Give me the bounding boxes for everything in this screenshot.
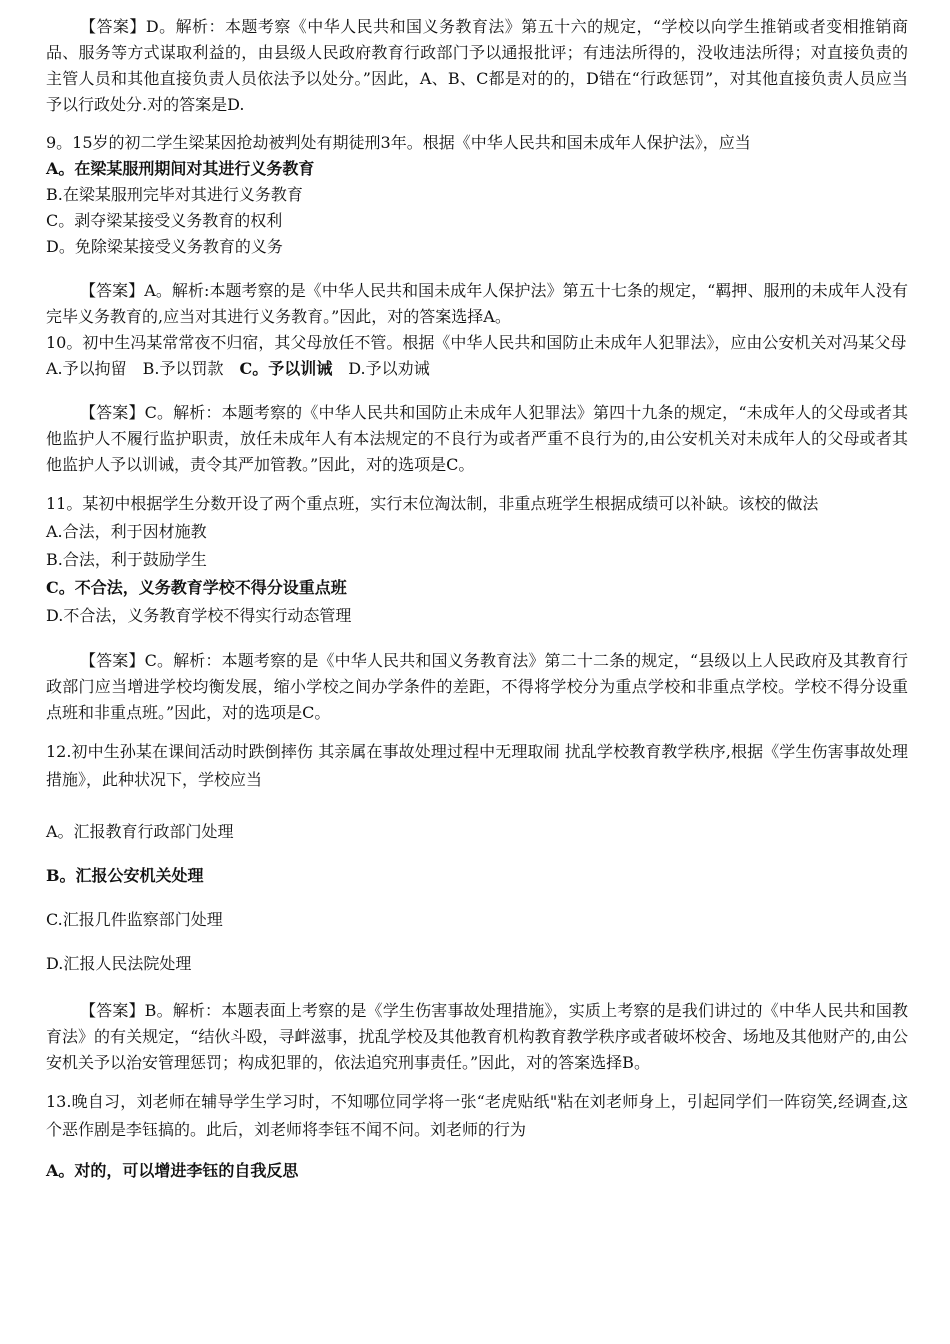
question-9-option-b: B.在梁某服刑完毕对其进行义务教育 (46, 185, 303, 204)
question-13-stem: 13.晚自习，刘老师在辅导学生学习时，不知哪位同学将一张“老虎贴纸"粘在刘老师身上，引起同学们一阵窃笑,经调查,这个恶作剧是李钰搞的。此后，刘老师将李钰不闻不问。刘老师的行为 (46, 1092, 908, 1139)
question-11-option-d: D.不合法，义务教育学校不得实行动态管理 (46, 606, 352, 625)
question-9-option-d: D。免除梁某接受义务教育的义务 (46, 237, 283, 256)
question-12-stem: 12.初中生孙某在课间活动时跌倒摔伤 其亲属在事故处理过程中无理取闹 扰乱学校教育教学秩序,根据《学生伤害事故处理措施》，此种状况下，学校应当 (46, 742, 908, 789)
question-9-stem: 9。15岁的初二学生梁某因抢劫被判处有期徒刑3年。根据《中华人民共和国未成年人保护法》，应当 (46, 133, 751, 152)
question-12-option-a: A。汇报教育行政部门处理 (46, 822, 234, 841)
question-10-option-b: B.予以罚款 (142, 359, 224, 378)
question-12-option-d: D.汇报人民法院处理 (46, 954, 192, 973)
question-12-option-c: C.汇报几件监察部门处理 (46, 910, 223, 929)
question-10-option-c: C。予以训诫 (239, 359, 333, 378)
question-11-option-a: A.合法，利于因材施教 (46, 522, 207, 541)
question-11-option-c: C。不合法，义务教育学校不得分设重点班 (46, 578, 347, 597)
document-page (46, 14, 908, 1184)
question-10-stem: 10。初中生冯某常常夜不归宿，其父母放任不管。根据《中华人民共和国防止未成年人犯罪法》，应由公安机关对冯某父母 (46, 333, 907, 352)
question-10-options (46, 356, 908, 382)
question-11-stem: 11。某初中根据学生分数开设了两个重点班，实行末位淘汰制，非重点班学生根据成绩可以补缺。该校的做法 (46, 494, 819, 513)
question-13-option-a: A。对的，可以增进李钰的自我反思 (46, 1161, 299, 1180)
question-9-option-c: C。剥夺梁某接受义务教育的权利 (46, 211, 283, 230)
answer-q12: 【答案】B。解析：本题表面上考察的是《学生伤害事故处理措施》，实质上考察的是我们讲过的《中华人民共和国教育法》的有关规定，“结伙斗殴，寻衅滋事，扰乱学校及其他教育机构教育教学秩序或者破坏校舍、场地及其他财产的,由公安机关予以治安管理惩罚；构成犯罪的，依法追究刑事责任。”因此，对的答案选择B。 (46, 1001, 908, 1072)
answer-q11: 【答案】C。解析：本题考察的是《中华人民共和国义务教育法》第二十二条的规定，“县级以上人民政府及其教育行政部门应当增进学校均衡发展，缩小学校之间办学条件的差距，不得将学校分为重点学校和非重点学校。学校不得分设重点班和非重点班。”因此，对的选项是C。 (46, 651, 908, 722)
question-12-option-b: B。汇报公安机关处理 (46, 866, 204, 885)
answer-q10: 【答案】C。解析：本题考察的《中华人民共和国防止未成年人犯罪法》第四十九条的规定，“未成年人的父母或者其他监护人不履行监护职责，放任未成年人有本法规定的不良行为或者严重不良行为的,由公安机关对未成年人的父母或者其他监护人予以训诫，责令其严加管教。”因此，对的选项是C。 (46, 403, 908, 474)
question-9-option-a: A。在梁某服刑期间对其进行义务教育 (46, 159, 315, 178)
question-10-option-a: A.予以拘留 (46, 359, 127, 378)
question-10-option-d: D.予以劝诫 (348, 359, 430, 378)
question-11-option-b: B.合法，利于鼓励学生 (46, 550, 207, 569)
answer-q8: 【答案】D。解析：本题考察《中华人民共和国义务教育法》第五十六的规定，“学校以向学生推销或者变相推销商品、服务等方式谋取利益的，由县级人民政府教育行政部门予以通报批评；有违法所得的，没收违法所得；对直接负责的主管人员和其他直接负责人员依法予以处分。”因此，A、B、C都是对的的，D错在“行政惩罚”，对其他直接负责人员应当予以行政处分.对的答案是D. (46, 17, 908, 114)
answer-q9: 【答案】A。解析:本题考察的是《中华人民共和国未成年人保护法》第五十七条的规定，“羁押、服刑的未成年人没有完毕义务教育的,应当对其进行义务教育。”因此，对的答案选择A。 (46, 281, 908, 326)
